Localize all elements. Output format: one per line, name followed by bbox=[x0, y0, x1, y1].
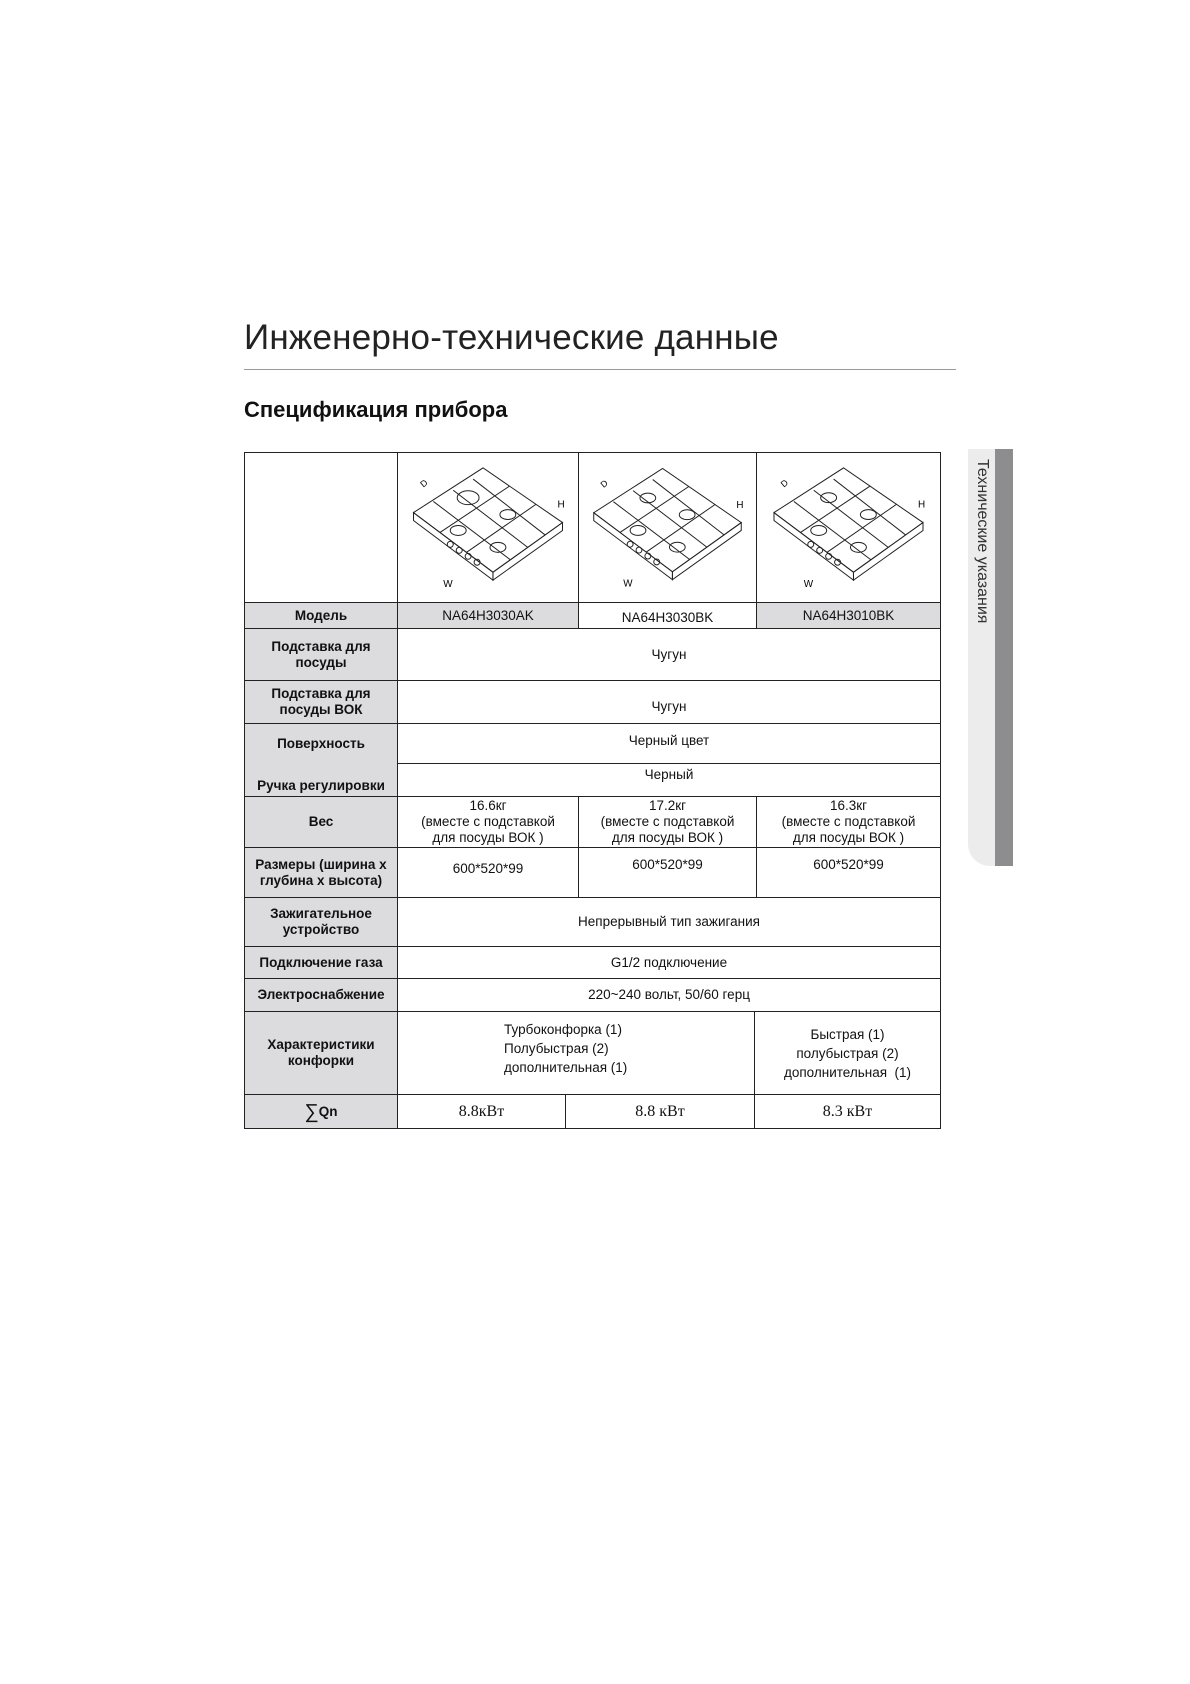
weight-note: для посуды ВОК ) bbox=[611, 830, 724, 845]
wok-support-value: Чугун bbox=[397, 680, 941, 724]
title-divider bbox=[244, 369, 956, 370]
weight-note: для посуды ВОК ) bbox=[792, 830, 905, 845]
dimensions-3: 600*520*99 bbox=[756, 847, 941, 898]
svg-text:W: W bbox=[623, 578, 633, 590]
surface-value: Черный цвет bbox=[397, 723, 941, 764]
burner-item: дополнительная (1) bbox=[504, 1059, 628, 1075]
label-surface: Поверхность bbox=[244, 723, 398, 764]
svg-text:H: H bbox=[736, 499, 744, 511]
qn-2: 8.8 кВт bbox=[565, 1094, 755, 1129]
page-title: Инженерно-технические данные bbox=[244, 318, 779, 357]
burner-item: полубыстрая (2) bbox=[796, 1045, 899, 1061]
weight-note: (вместе с подставкой bbox=[600, 814, 735, 829]
label-gas: Подключение газа bbox=[244, 946, 398, 979]
burner-item: Полубыстрая (2) bbox=[504, 1040, 609, 1056]
weight-1 bbox=[397, 796, 579, 848]
section-title: Спецификация прибора bbox=[244, 397, 508, 422]
burner-item: Быстрая (1) bbox=[810, 1026, 885, 1042]
label-weight: Вес bbox=[244, 796, 398, 848]
side-tab bbox=[968, 449, 996, 866]
qn-1: 8.8кВт bbox=[397, 1094, 566, 1129]
weight-value: 16.6кг bbox=[469, 798, 507, 813]
model-2: NA64H3030BK bbox=[578, 602, 757, 629]
burners-1-2 bbox=[397, 1011, 755, 1095]
label-qn bbox=[244, 1094, 398, 1129]
pan-support-value: Чугун bbox=[397, 628, 941, 681]
weight-3 bbox=[756, 796, 941, 848]
qn-3: 8.3 кВт bbox=[754, 1094, 941, 1129]
svg-text:W: W bbox=[803, 579, 814, 591]
label-pan-support: Подставка для посуды bbox=[244, 628, 398, 681]
label-ignition: Зажигательное устройство bbox=[244, 897, 398, 947]
weight-note: (вместе с подставкой bbox=[781, 814, 916, 829]
label-power: Электроснабжение bbox=[244, 978, 398, 1012]
label-model: Модель bbox=[244, 602, 398, 629]
cooktop-sketch bbox=[398, 453, 578, 602]
svg-text:D: D bbox=[418, 477, 430, 490]
svg-text:H: H bbox=[557, 499, 565, 511]
knob-value: Черный bbox=[397, 763, 941, 797]
label-wok-support: Подставка для посуды ВОК bbox=[244, 680, 398, 724]
label-burners: Характеристики конфорки bbox=[244, 1011, 398, 1095]
dimensions-2: 600*520*99 bbox=[578, 847, 757, 898]
weight-2 bbox=[578, 796, 757, 848]
side-tab-bar bbox=[995, 449, 1013, 866]
svg-text:W: W bbox=[443, 579, 453, 591]
burners-3 bbox=[754, 1011, 941, 1095]
weight-note: для посуды ВОК ) bbox=[432, 830, 544, 845]
weight-value: 16.3кг bbox=[829, 798, 868, 813]
gas-value: G1/2 подключение bbox=[397, 946, 941, 979]
ignition-value: Непрерывный тип зажигания bbox=[397, 897, 941, 947]
label-dimensions: Размеры (ширина х глубина х высота) bbox=[244, 847, 398, 898]
cooktop-sketch bbox=[579, 453, 756, 602]
model-3: NA64H3010BK bbox=[756, 602, 941, 629]
cooktop-drawing-1 bbox=[397, 452, 579, 603]
sigma-symbol: ∑ bbox=[304, 1100, 319, 1123]
cooktop-drawing-3 bbox=[756, 452, 941, 603]
svg-text:H: H bbox=[918, 499, 926, 511]
dimensions-1: 600*520*99 bbox=[397, 847, 579, 898]
cooktop-drawing-2 bbox=[578, 452, 757, 603]
qn-label: Qn bbox=[318, 1103, 338, 1119]
empty-header-cell bbox=[244, 452, 398, 603]
cooktop-sketch bbox=[757, 453, 940, 602]
svg-text:D: D bbox=[778, 477, 791, 490]
weight-note: (вместе с подставкой bbox=[421, 814, 555, 829]
model-1: NA64H3030AK bbox=[397, 602, 579, 629]
weight-value: 17.2кг bbox=[648, 798, 687, 813]
burner-item: дополнительная (1) bbox=[783, 1064, 912, 1080]
power-value: 220~240 вольт, 50/60 герц bbox=[397, 978, 941, 1012]
side-tab-label: Технические указания bbox=[974, 459, 991, 624]
svg-text:D: D bbox=[598, 477, 610, 490]
label-knob: Ручка регулировки bbox=[244, 763, 398, 797]
burner-item: Турбоконфорка (1) bbox=[504, 1021, 622, 1037]
